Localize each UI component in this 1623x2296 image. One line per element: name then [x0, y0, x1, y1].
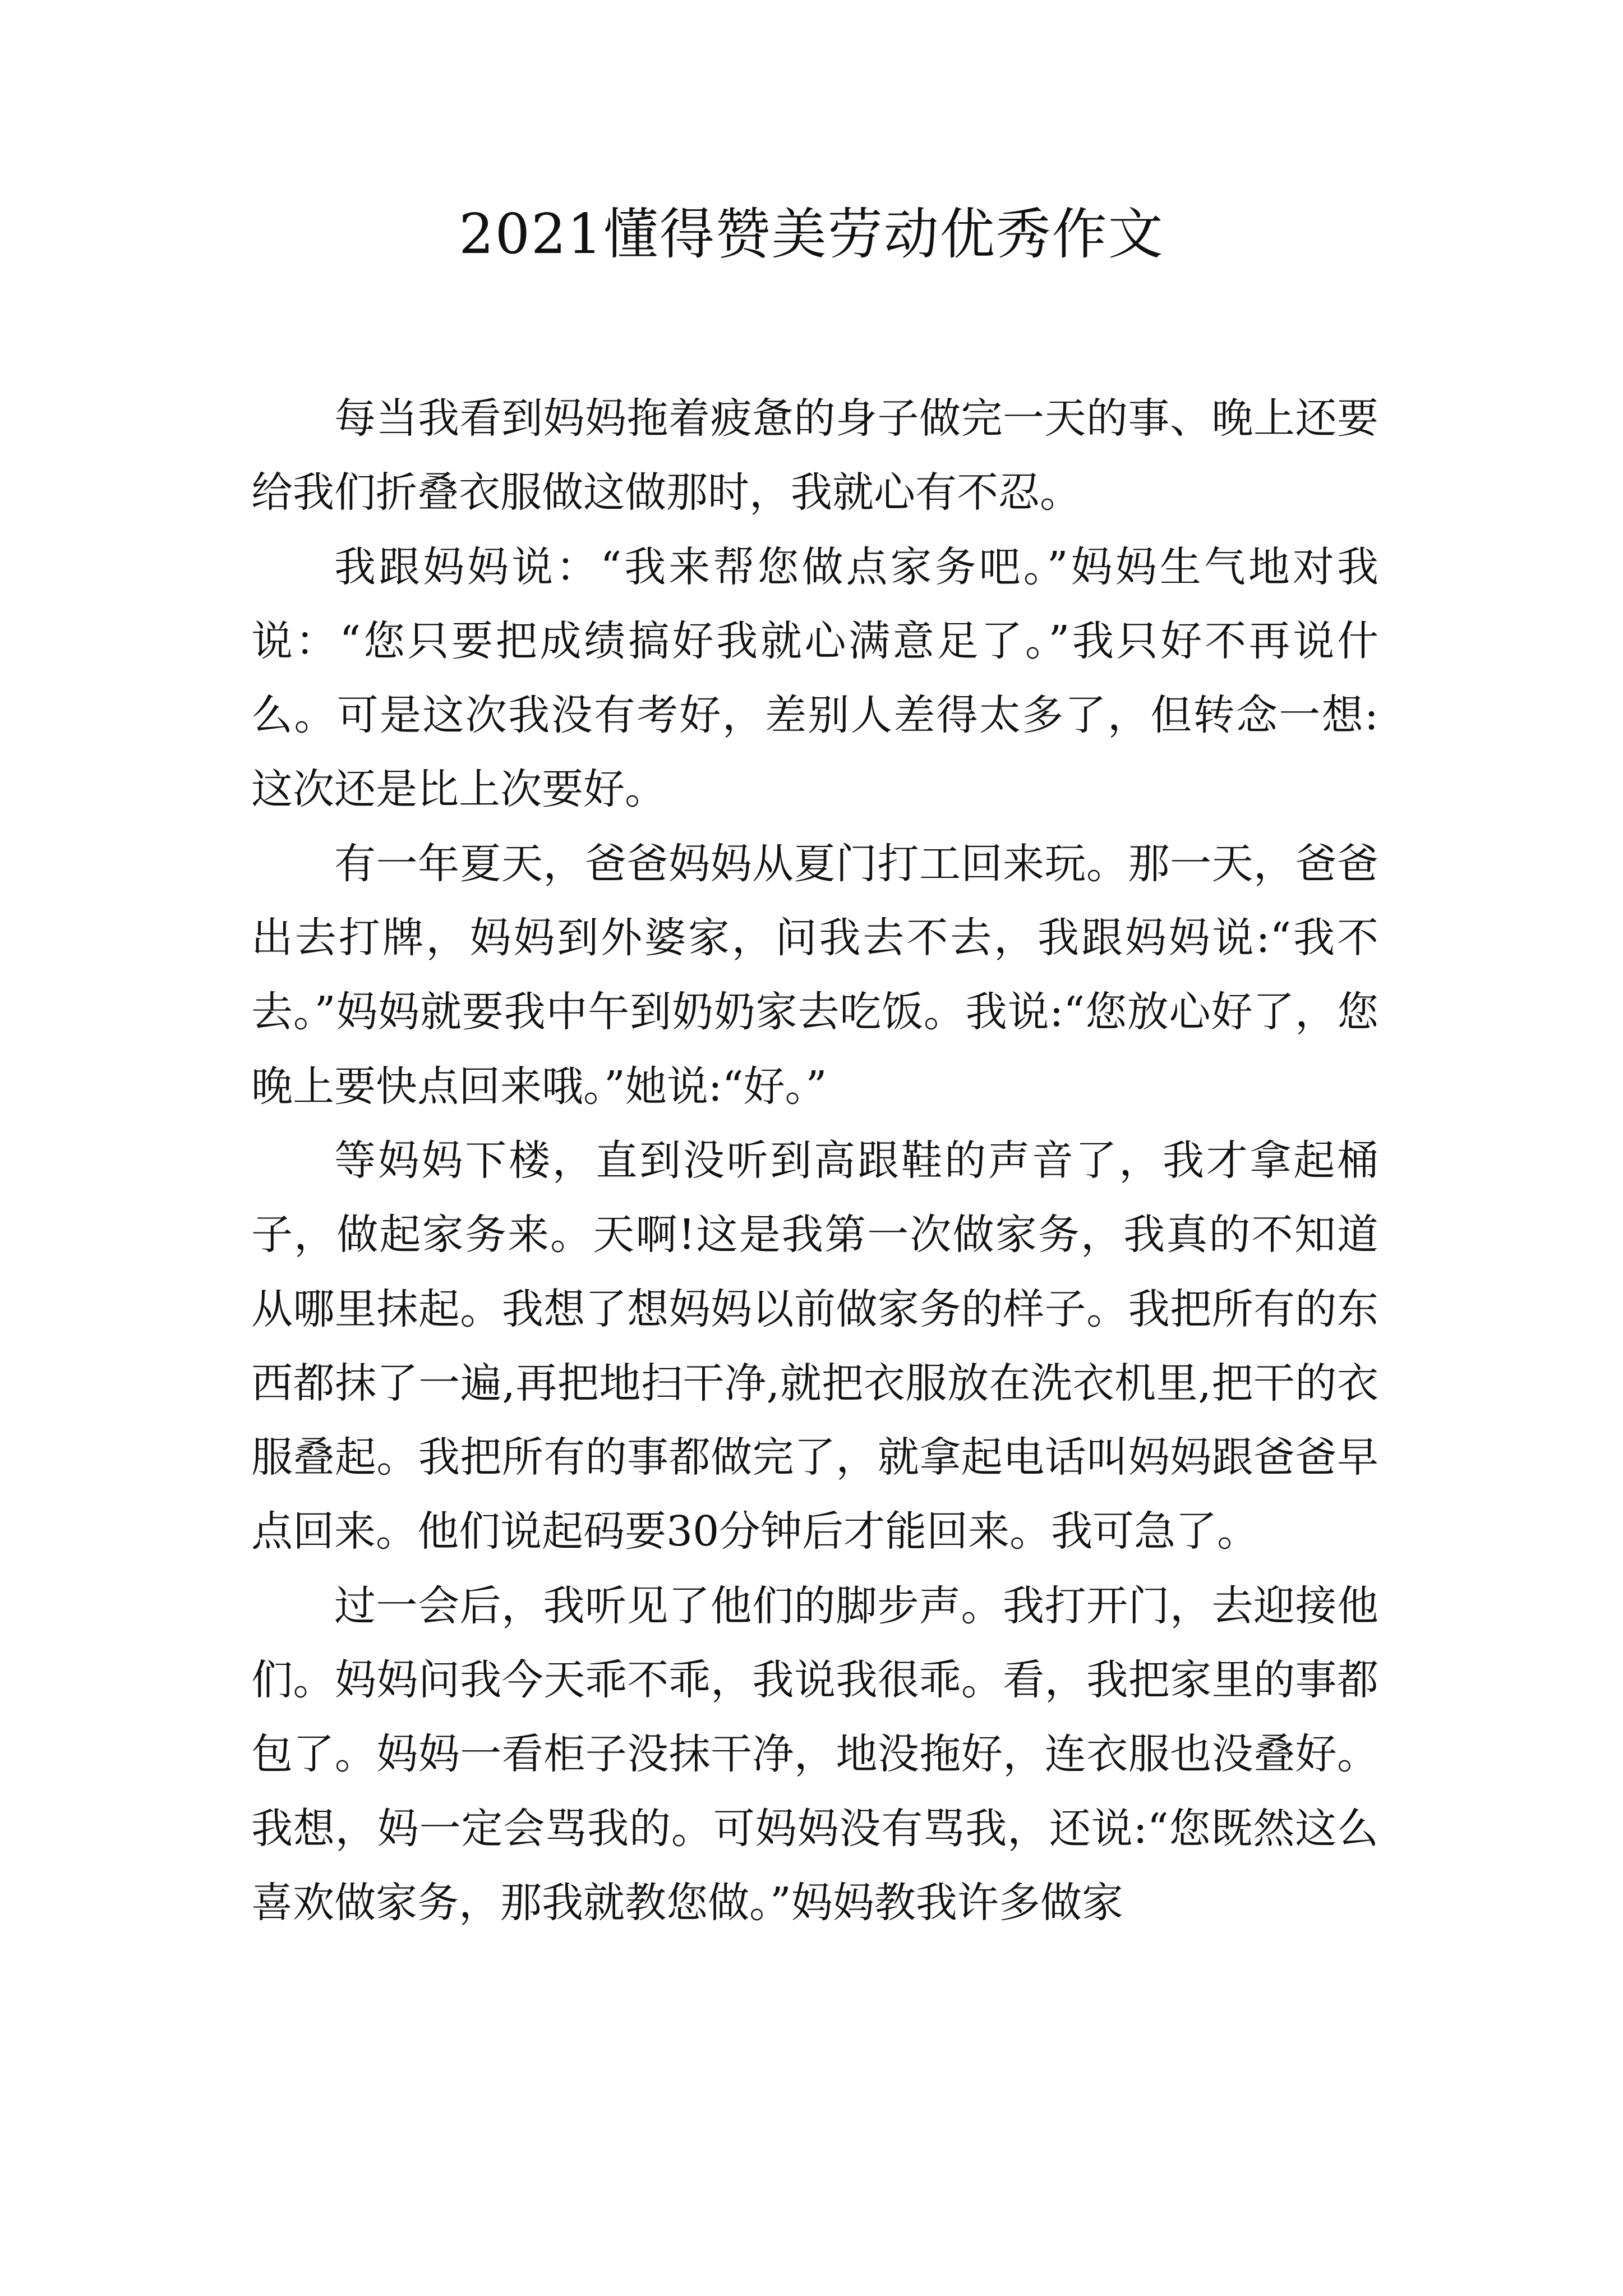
- document-title: 2021懂得赞美劳动优秀作文: [459, 203, 1164, 266]
- paragraph: 每当我看到妈妈拖着疲惫的身子做完一天的事、晚上还要给我们折叠衣服做这做那时，我就心有不忍。: [251, 394, 1378, 517]
- paragraph: 等妈妈下楼，直到没听到高跟鞋的声音了，我才拿起桶子，做起家务来。天啊!这是我第一次做家务，我真的不知道从哪里抹起。我想了想妈妈以前做家务的样子。我把所有的东西都抹了一遍,再把地扫干净,就把衣服放在洗衣机里,把干的衣服叠起。我把所有的事都做完了，就拿起电话叫妈妈跟爸爸早点回来。他们说起码要30分钟后才能回来。我可急了。: [251, 1136, 1378, 1556]
- paragraph: 我跟妈妈说：“我来帮您做点家务吧。”妈妈生气地对我说：“您只要把成绩搞好我就心满意足了。”我只好不再说什么。可是这次我没有考好，差别人差得太多了，但转念一想:这次还是比上次要好。: [251, 542, 1378, 814]
- document-body: [251, 381, 1378, 1940]
- paragraph: 有一年夏天，爸爸妈妈从夏门打工回来玩。那一天，爸爸出去打牌，妈妈到外婆家，问我去不去，我跟妈妈说:“我不去。”妈妈就要我中午到奶奶家去吃饭。我说:“您放心好了，您晚上要快点回来哦。”她说:“好。”: [251, 839, 1378, 1111]
- paragraph: 过一会后，我听见了他们的脚步声。我打开门，去迎接他们。妈妈问我今天乖不乖，我说我很乖。看，我把家里的事都包了。妈妈一看柜子没抹干净，地没拖好，连衣服也没叠好。我想，妈一定会骂我的。可妈妈没有骂我，还说:“您既然这么喜欢做家务，那我就教您做。”妈妈教我许多做家: [251, 1581, 1378, 1927]
